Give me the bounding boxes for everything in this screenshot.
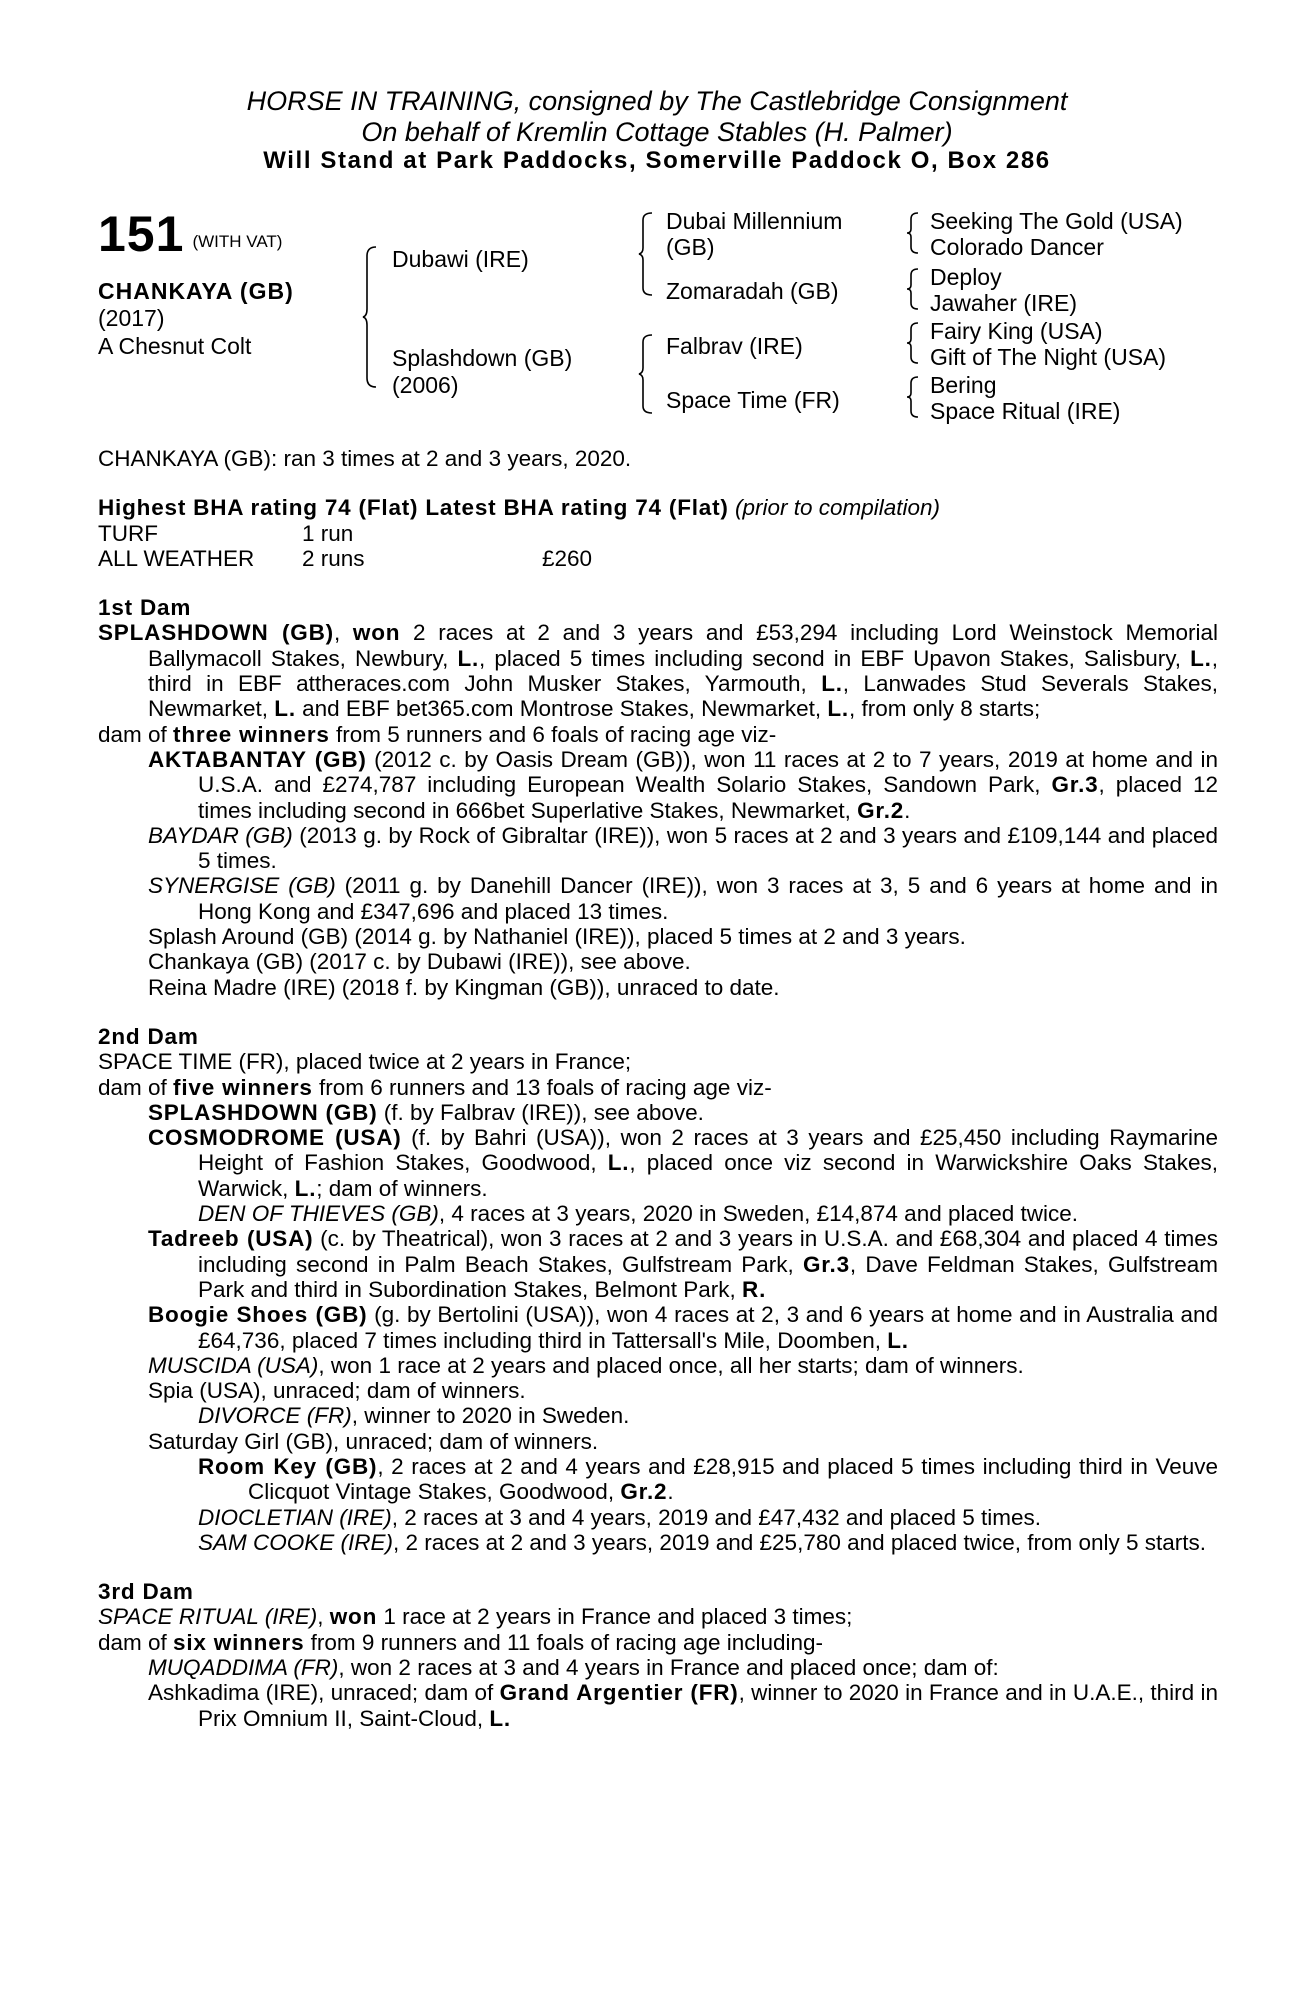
- produce-name: AKTABANTAY (GB): [148, 746, 367, 772]
- produce-text: , won 2 races at 3 and 4 years in France and placed once; dam of:: [338, 1655, 999, 1681]
- listed-mark: L.: [457, 645, 480, 671]
- race-summary: CHANKAYA (GB): ran 3 times at 2 and 3 years, 2020.: [98, 446, 632, 471]
- produce-text: dam of: [98, 721, 174, 747]
- produce-text: , winner to 2020 in France and in U.A.E., third in Prix Omnium II, Saint-Cloud,: [198, 1680, 1218, 1731]
- produce-text: , 4 races at 3 years, 2020 in Sweden, £14,874 and placed twice.: [438, 1201, 1079, 1227]
- produce-reina-madre: Reina Madre (IRE) (2018 f. by Kingman (GB)), unraced to date.: [148, 974, 780, 1000]
- produce-text: (2011 g. by Danehill Dancer (IRE)), won 3 races at 3, 5 and 6 years at home and in Hong Kong and £347,696 and placed 13 times.: [198, 873, 1218, 924]
- record-text: 1 race at 2 years in France and placed 3 times;: [377, 1604, 853, 1630]
- great-grandparent-4: Jawaher (IRE): [930, 290, 1077, 316]
- group-mark: Gr.2: [857, 797, 905, 823]
- produce-spia: Spia (USA), unraced; dam of winners.: [148, 1378, 526, 1404]
- stats-row-all-weather: [98, 546, 1218, 571]
- vat-label: (WITH VAT): [192, 232, 283, 251]
- produce-name: MUSCIDA (USA): [148, 1352, 319, 1378]
- produce-muscida: [98, 1353, 1218, 1378]
- dam-parents-brace: [638, 334, 654, 414]
- record-text: , Lanwades Stud Severals Stakes, Newmarket,: [148, 671, 1218, 722]
- won-label: won: [329, 1604, 378, 1630]
- produce-text: ; dam of winners.: [316, 1175, 488, 1201]
- dam: Splashdown (GB): [392, 345, 573, 371]
- stats-surface: ALL WEATHER: [98, 545, 255, 571]
- stats-surface: TURF: [98, 520, 158, 546]
- produce-text: (f. by Bahri (USA)), won 2 races at 3 years and £25,450 including Raymarine Height of Fashion Stakes, Goodwood,: [198, 1125, 1219, 1176]
- produce-text: dam of: [98, 1074, 174, 1100]
- produce-den-of-thieves: [98, 1201, 1218, 1226]
- produce-cosmodrome: [98, 1125, 1218, 1201]
- produce-text: , placed once viz second in Warwickshire Oaks Stakes, Warwick,: [198, 1150, 1218, 1201]
- group-mark: Gr.2: [620, 1479, 668, 1505]
- produce-name: Boogie Shoes (GB): [148, 1302, 368, 1328]
- third-dam-record: [98, 1604, 1218, 1629]
- sire: Dubawi (IRE): [392, 246, 529, 272]
- on-behalf-line: On behalf of Kremlin Cottage Stables (H. Palmer): [361, 117, 953, 147]
- won-label: won: [352, 620, 401, 646]
- produce-text: , 2 races at 3 and 4 years, 2019 and £47,432 and placed 5 times.: [391, 1504, 1041, 1530]
- produce-name: Grand Argentier (FR): [499, 1680, 739, 1706]
- g-brace-2: [906, 268, 920, 310]
- produce-name: COSMODROME (USA): [148, 1125, 402, 1151]
- produce-text: (2012 c. by Oasis Dream (GB)), won 11 races at 2 to 7 years, 2019 at home and in U.S.A. and £274,787 including European Wealth Solario Stakes, Sandown Park,: [198, 746, 1218, 798]
- group-mark: Gr.3: [1051, 772, 1099, 798]
- produce-text: dam of: [98, 1629, 174, 1655]
- produce-text: Ashkadima (IRE), unraced; dam of: [148, 1680, 500, 1706]
- produce-text: , winner to 2020 in Sweden.: [351, 1403, 630, 1429]
- location-line: Will Stand at Park Paddocks, Somerville Paddock O, Box 286: [263, 147, 1051, 174]
- produce-name: Room Key (GB): [198, 1453, 378, 1479]
- stats-row-turf: [98, 521, 1218, 546]
- listed-mark: L.: [294, 1175, 317, 1201]
- great-grandparent-6: Gift of The Night (USA): [930, 344, 1167, 370]
- winners-count: six winners: [173, 1629, 305, 1655]
- produce-text: , Dave Feldman Stakes, Gulfstream Park and third in Subordination Stakes, Belmont Park,: [198, 1251, 1219, 1302]
- produce-text: (g. by Bertolini (USA)), won 4 races at 2, 3 and 6 years at home and in Australia and £64,736, placed 7 times including third in Tattersall's Mile, Doomben,: [198, 1302, 1219, 1353]
- record-text: ,: [317, 1604, 330, 1630]
- produce-muqaddima: [98, 1655, 1218, 1680]
- listed-mark: L.: [489, 1705, 511, 1731]
- second-dam-record: SPACE TIME (FR), placed twice at 2 years in France;: [98, 1049, 632, 1075]
- produce-room-key: [98, 1454, 1218, 1505]
- produce-text: , won 1 race at 2 years and placed once, all her starts; dam of winners.: [318, 1352, 1024, 1378]
- produce-diocletian: [98, 1505, 1218, 1530]
- sire-sire-country: (GB): [666, 234, 715, 260]
- dam-name: SPLASHDOWN (GB): [98, 620, 334, 646]
- dam-name: SPACE RITUAL (IRE): [98, 1604, 318, 1630]
- produce-tadreeb: [98, 1226, 1218, 1302]
- winners-count: five winners: [173, 1074, 313, 1100]
- listed-mark: L.: [887, 1327, 909, 1353]
- record-text: , placed 5 times including second in EBF Upavon Stakes, Salisbury,: [479, 645, 1191, 671]
- restricted-mark: R.: [742, 1276, 767, 1302]
- produce-ashkadima: [98, 1680, 1218, 1731]
- produce-text: from 5 runners and 6 foals of racing age viz-: [329, 721, 777, 747]
- great-grandparent-5: Fairy King (USA): [930, 318, 1103, 344]
- produce-name: DIOCLETIAN (IRE): [198, 1504, 392, 1530]
- great-grandparent-7: Bering: [930, 372, 997, 398]
- produce-text: , 2 races at 2 and 4 years and £28,915 and placed 5 times including third in Veuve Clicquot Vintage Stakes, Goodwood,: [248, 1453, 1219, 1505]
- produce-name: SYNERGISE (GB): [148, 873, 336, 899]
- rating-line: [98, 495, 1218, 520]
- first-dam-produce-intro: [98, 722, 1218, 747]
- produce-sam-cooke: [98, 1530, 1218, 1555]
- listed-mark: L.: [607, 1150, 630, 1176]
- consignor-line: HORSE IN TRAINING, consigned by The Castlebridge Consignment: [246, 86, 1068, 116]
- horse-name: CHANKAYA (GB): [98, 278, 294, 304]
- produce-name: Tadreeb (USA): [148, 1226, 314, 1252]
- bha-rating: Highest BHA rating 74 (Flat) Latest BHA rating 74 (Flat): [98, 495, 729, 521]
- g-brace-3: [906, 322, 920, 364]
- produce-baydar: [98, 823, 1218, 874]
- produce-text: , 2 races at 2 and 3 years, 2019 and £25,780 and placed twice, from only 5 starts.: [393, 1529, 1207, 1555]
- great-grandparent-2: Colorado Dancer: [930, 234, 1104, 260]
- produce-text: (2013 g. by Rock of Gibraltar (IRE)), won 5 races at 2 and 3 years and £109,144 and placed 5 times.: [198, 822, 1219, 874]
- produce-boogie-shoes: [98, 1302, 1218, 1353]
- great-grandparent-1: Seeking The Gold (USA): [930, 208, 1183, 234]
- listed-mark: L.: [1190, 645, 1212, 671]
- stats-prize: £260: [542, 545, 593, 571]
- first-dam-record: SPLASHDOWN (GB), won 2 races at 2 and 3 years and £53,294 including Lord Weinstock Memorial Ballymacoll Stakes, Newbury, L., placed 5 times including second in EBF Upavon Stakes, Salisbury, L., third in EBF attheraces.com John Musker Stakes, Yarmouth, L., Lanwades Stud Severals Stakes, Newmarket, L. and EBF bet365.com Montrose Stakes, Newmarket, L., from only 8 starts;: [98, 620, 1219, 722]
- race-stats: [98, 521, 1218, 572]
- sire-dam-brace: [362, 246, 378, 388]
- sire-sire: Dubai Millennium: [666, 208, 843, 234]
- record-text: 2 races at 2 and 3 years and £53,294 including Lord Weinstock Memorial Ballymacoll Stakes, Newbury,: [148, 620, 1218, 671]
- produce-chankaya: Chankaya (GB) (2017 c. by Dubawi (IRE)), see above.: [148, 949, 691, 975]
- produce-text: from 9 runners and 11 foals of racing age including-: [304, 1629, 824, 1655]
- lot-heading: [98, 205, 282, 263]
- produce-name: BAYDAR (GB): [148, 822, 293, 848]
- second-dam-produce-intro: [98, 1075, 1218, 1100]
- produce-text: .: [667, 1479, 674, 1505]
- produce-text: (c. by Theatrical), won 3 races at 2 and 3 years in U.S.A. and £68,304 and placed 4 times including second in Palm Beach Stakes, Gulfstream Park,: [198, 1226, 1218, 1277]
- produce-saturday-girl: Saturday Girl (GB), unraced; dam of winners.: [148, 1428, 599, 1454]
- produce-name: SAM COOKE (IRE): [198, 1529, 394, 1555]
- second-dam-heading: 2nd Dam: [98, 1023, 199, 1049]
- rating-note: (prior to compilation): [734, 495, 941, 521]
- first-dam-heading: 1st Dam: [98, 595, 192, 621]
- produce-splashdown: [98, 1100, 1218, 1125]
- produce-synergise: [98, 873, 1218, 924]
- winners-count: three winners: [173, 721, 330, 747]
- produce-name: DEN OF THIEVES (GB): [198, 1201, 439, 1227]
- g-brace-1: [906, 212, 920, 254]
- dam-year: (2006): [392, 372, 459, 398]
- stats-runs: 1 run: [302, 520, 354, 546]
- catalogue-body: [98, 446, 1218, 1731]
- great-grandparent-8: Space Ritual (IRE): [930, 398, 1121, 424]
- produce-divorce: [98, 1403, 1218, 1428]
- record-text: , from only 8 starts;: [849, 696, 1041, 722]
- produce-name: SPLASHDOWN (GB): [148, 1099, 378, 1125]
- sire-parents-brace: [638, 212, 654, 296]
- produce-name: DIVORCE (FR): [198, 1403, 352, 1429]
- dam-sire: Falbrav (IRE): [666, 333, 803, 359]
- great-grandparent-3: Deploy: [930, 264, 1002, 290]
- horse-year: (2017): [98, 305, 165, 331]
- dam-dam: Space Time (FR): [666, 387, 840, 413]
- produce-text: from 6 runners and 13 foals of racing age viz-: [312, 1074, 772, 1100]
- produce-name: MUQADDIMA (FR): [148, 1655, 339, 1681]
- produce-text: , placed 12 times including second in 666bet Superlative Stakes, Newmarket,: [198, 772, 1218, 823]
- g-brace-4: [906, 376, 920, 418]
- listed-mark: L.: [274, 696, 296, 722]
- record-text: and EBF bet365.com Montrose Stakes, Newmarket,: [295, 696, 828, 722]
- listed-mark: L.: [827, 696, 849, 722]
- record-text: , third in EBF attheraces.com John Musker Stakes, Yarmouth,: [148, 645, 1219, 697]
- listed-mark: L.: [821, 671, 843, 697]
- lot-number: 151: [98, 206, 185, 262]
- produce-splash-around: Splash Around (GB) (2014 g. by Nathaniel (IRE)), placed 5 times at 2 and 3 years.: [148, 924, 966, 950]
- produce-text: .: [904, 797, 911, 823]
- horse-description: A Chesnut Colt: [98, 333, 252, 359]
- produce-text: (f. by Falbrav (IRE)), see above.: [377, 1099, 704, 1125]
- third-dam-produce-intro: [98, 1630, 1218, 1655]
- third-dam-heading: 3rd Dam: [98, 1579, 194, 1605]
- sire-dam: Zomaradah (GB): [666, 278, 839, 304]
- stats-runs: 2 runs: [302, 545, 365, 571]
- group-mark: Gr.3: [802, 1251, 850, 1277]
- produce-aktabantay: [98, 747, 1218, 823]
